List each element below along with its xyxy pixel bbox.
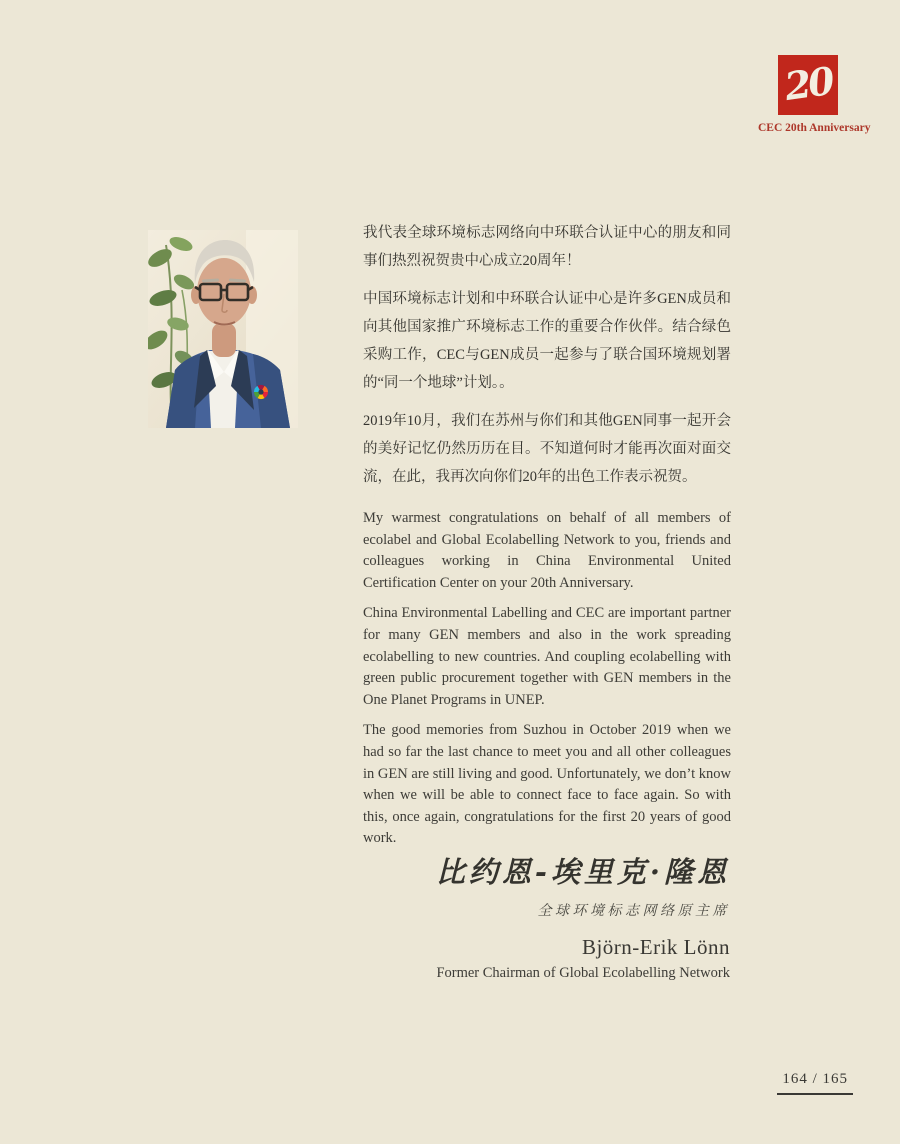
sdg-pin [254,385,268,399]
english-paragraph: My warmest congratulations on behalf of all members of ecolabel and Global Ecolabelling Network to you, friends and colleagues working in China Environmental United Certification Center on your 20th Anniversary. [363,510,731,591]
signature-block [436,850,730,982]
portrait-photo-image [148,230,298,428]
signature-title-chinese: 全球环境标志网络原主席 [537,904,730,919]
logo-caption: CEC 20th Anniversary [758,122,871,134]
english-text-block [363,508,731,850]
portrait-photo [148,230,298,428]
chinese-paragraph: 我代表全球环境标志网络向中环联合认证中心的朋友和同事们热烈祝贺贵中心成立20周年！ [363,225,731,269]
face [197,258,251,326]
english-paragraph: China Environmental Labelling and CEC are important partner for many GEN members and also in the work spreading ecolabelling to new countries. And coupling ecolabelling with green public procurement together with GEN members in the One Planet Programs in UNEP. [363,605,731,708]
chinese-text-block [363,219,731,491]
logo-red-square [778,55,838,115]
anniversary-logo [758,55,871,134]
neck [212,323,236,357]
page-number: 164 / 165 [777,1071,853,1095]
chinese-paragraph: 2019年10月，我们在苏州与你们和其他GEN同事一起开会的美好记忆仍然历历在目。不知道何时才能再次面对面交流，在此，我再次向你们20年的出色工作表示祝贺。 [363,413,731,485]
logo-20-mark: 20 [781,57,835,109]
signature-name-chinese: 比约恩-埃里克·隆恩 [435,855,730,889]
chinese-paragraph: 中国环境标志计划和中环联合认证中心是许多GEN成员和向其他国家推广环境标志工作的重要合作伙伴。结合绿色采购工作，CEC与GEN成员一起参与了联合国环境规划署的“同一个地球”计划。。 [363,291,731,391]
letter-body [363,219,731,850]
signature-name-english: Björn-Erik Lönn [581,935,730,959]
signature-title-english: Former Chairman of Global Ecolabelling Network [436,965,730,981]
english-paragraph: The good memories from Suzhou in October 2019 when we had so far the last chance to meet you and all other colleagues in GEN are still living and good. Unfortunately, we don’t know when we will be able to connect face to face again. So with this, once again, congratulations for the first 20 years of good work. [363,722,731,847]
